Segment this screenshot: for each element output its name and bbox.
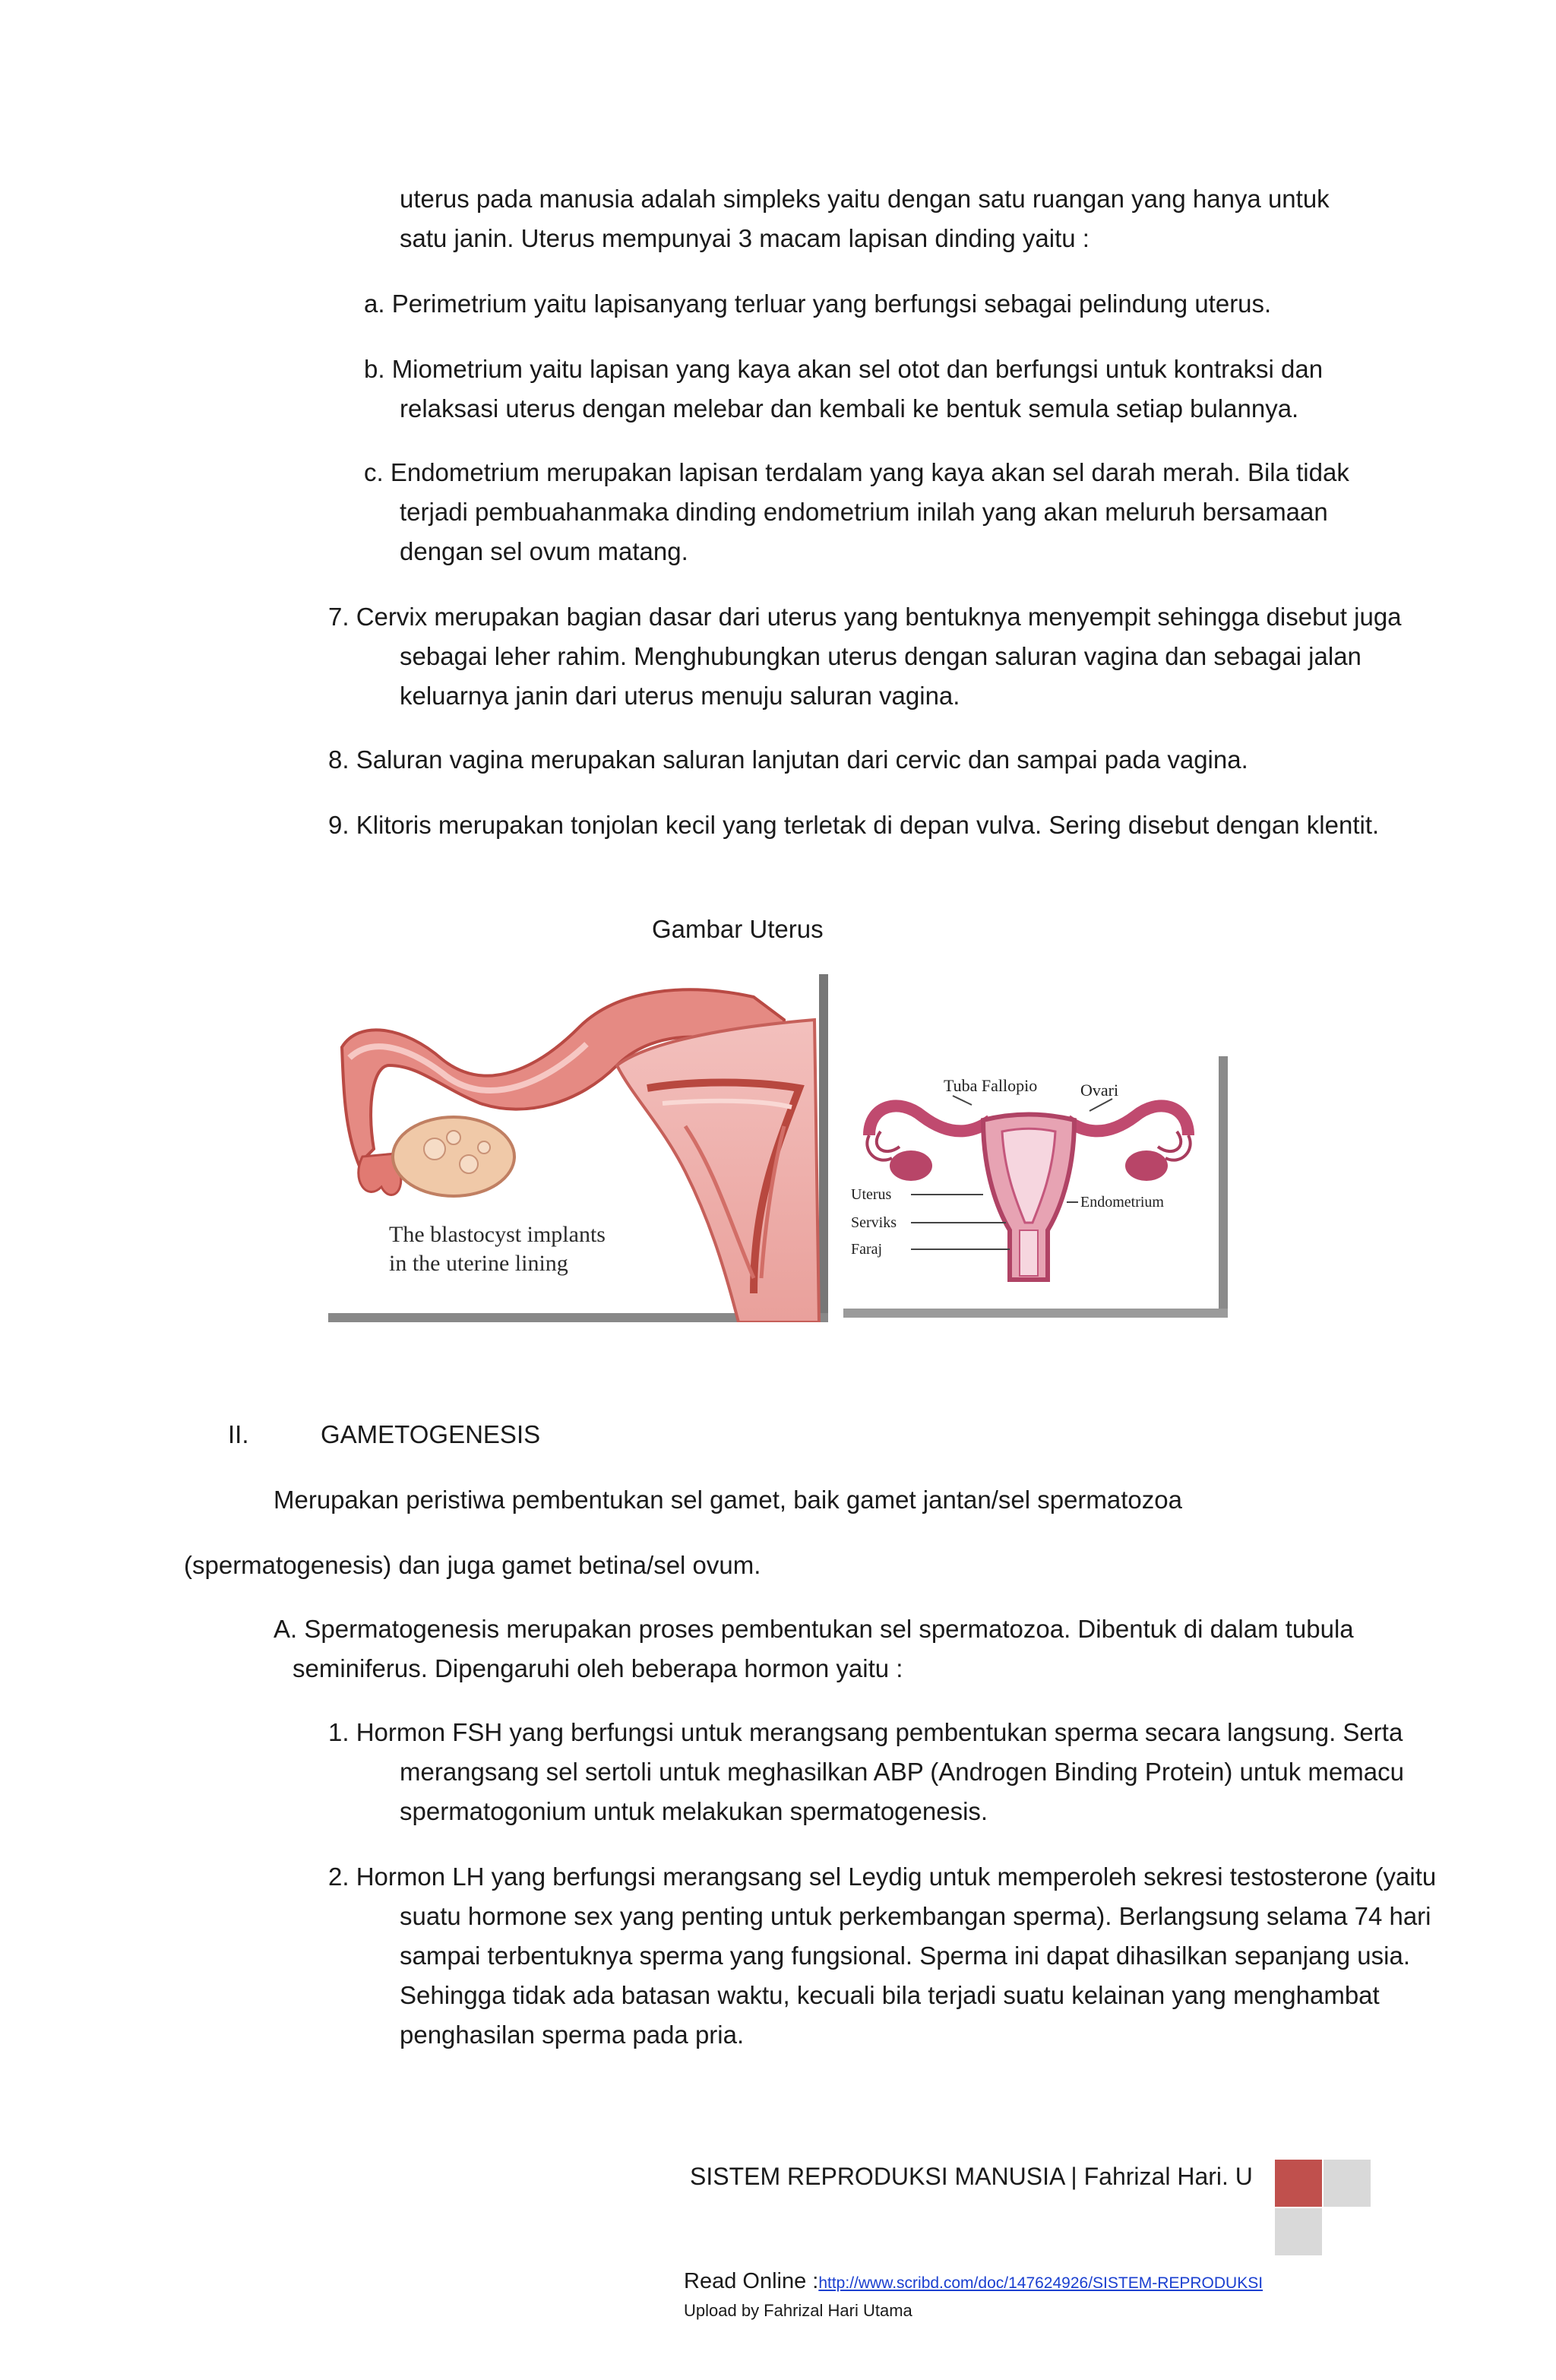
label-faraj: Faraj bbox=[851, 1241, 883, 1258]
footer-title: SISTEM REPRODUKSI MANUSIA | Fahrizal Hari. U bbox=[690, 2163, 1253, 2190]
hormone-fsh: 1. Hormon FSH yang berfungsi untuk merangsang pembentukan sperma secara langsung. Serta merangsang sel sertoli untuk meghasilkan ABP (Androgen Binding Protein) untuk memacu spermatogonium untuk melakukan spermatogenesis. bbox=[328, 1718, 1404, 1825]
uterus-labeled-diagram bbox=[839, 1052, 1228, 1318]
list-item-cervix: 7. Cervix merupakan bagian dasar dari uterus yang bentuknya menyempit sehingga disebut juga sebagai leher rahim. Menghubungkan uterus dengan saluran vagina dan sebagai jalan keluarnya janin dari uterus menuju saluran vagina. bbox=[328, 603, 1402, 710]
read-online-line bbox=[684, 2268, 1263, 2297]
label-endometrium: Endometrium bbox=[1080, 1194, 1164, 1211]
blastocyst-text-line2: in the uterine lining bbox=[389, 1251, 568, 1276]
footer-accent-square bbox=[1275, 2160, 1322, 2207]
read-online-link[interactable]: http://www.scribd.com/doc/147624926/SISTEM-REPRODUKSI bbox=[818, 2274, 1263, 2292]
upload-credit: Upload by Fahrizal Hari Utama bbox=[684, 2301, 912, 2320]
footer-gray-square-lower bbox=[1275, 2208, 1322, 2255]
gametogenesis-intro-line1: Merupakan peristiwa pembentukan sel gamet, baik gamet jantan/sel spermatozoa bbox=[274, 1486, 1182, 1514]
read-online-label: Read Online : bbox=[684, 2269, 819, 2293]
gametogenesis-intro-line2: (spermatogenesis) dan juga gamet betina/sel ovum. bbox=[184, 1551, 761, 1579]
uterus-intro-paragraph: uterus pada manusia adalah simpleks yaitu dengan satu ruangan yang hanya untuk satu janin. Uterus mempunyai 3 macam lapisan dinding yaitu : bbox=[400, 185, 1330, 252]
layer-miometrium: b. Miometrium yaitu lapisan yang kaya akan sel otot dan berfungsi untuk kontraksi dan relaksasi uterus dengan melebar dan kembali ke bentuk semula setiap bulannya. bbox=[364, 355, 1324, 423]
label-uterus: Uterus bbox=[851, 1186, 892, 1203]
label-serviks: Serviks bbox=[851, 1214, 897, 1231]
footer-gray-square bbox=[1324, 2160, 1371, 2207]
section-number: II. bbox=[228, 1420, 249, 1448]
blastocyst-illustration bbox=[328, 974, 828, 1322]
blastocyst-text-line1: The blastocyst implants bbox=[389, 1222, 606, 1247]
list-item-saluran-vagina: 8. Saluran vagina merupakan saluran lanjutan dari cervic dan sampai pada vagina. bbox=[328, 745, 1248, 774]
label-tuba-fallopio: Tuba Fallopio bbox=[944, 1076, 1038, 1095]
layer-perimetrium: a. Perimetrium yaitu lapisanyang terluar yang berfungsi sebagai pelindung uterus. bbox=[364, 290, 1272, 318]
figure-caption: Gambar Uterus bbox=[652, 915, 824, 943]
hormone-lh: 2. Hormon LH yang berfungsi merangsang sel Leydig untuk memperoleh sekresi testosterone (yaitu suatu hormone sex yang penting untuk perkembangan sperma). Berlangsung selama 74 hari sampai terbentuknya sperma yang fungsional. Sperma ini dapat dihasilkan sepanjang usia. Sehingga tidak ada batasan waktu, kecuali bila terjadi suatu kelainan yang menghambat penghasilan sperma pada pria. bbox=[328, 1863, 1437, 2049]
label-ovari: Ovari bbox=[1080, 1081, 1119, 1100]
list-item-klitoris: 9. Klitoris merupakan tonjolan kecil yang terletak di depan vulva. Sering disebut dengan klentit. bbox=[328, 811, 1380, 839]
section-title: GAMETOGENESIS bbox=[321, 1420, 541, 1448]
subsection-spermatogenesis: A. Spermatogenesis merupakan proses pembentukan sel spermatozoa. Dibentuk di dalam tubula seminiferus. Dipengaruhi oleh beberapa hormon yaitu : bbox=[274, 1615, 1354, 1682]
layer-endometrium: c. Endometrium merupakan lapisan terdalam yang kaya akan sel darah merah. Bila tidak terjadi pembuahanmaka dinding endometrium inilah yang akan meluruh bersamaan dengan sel ovum matang. bbox=[364, 458, 1349, 565]
